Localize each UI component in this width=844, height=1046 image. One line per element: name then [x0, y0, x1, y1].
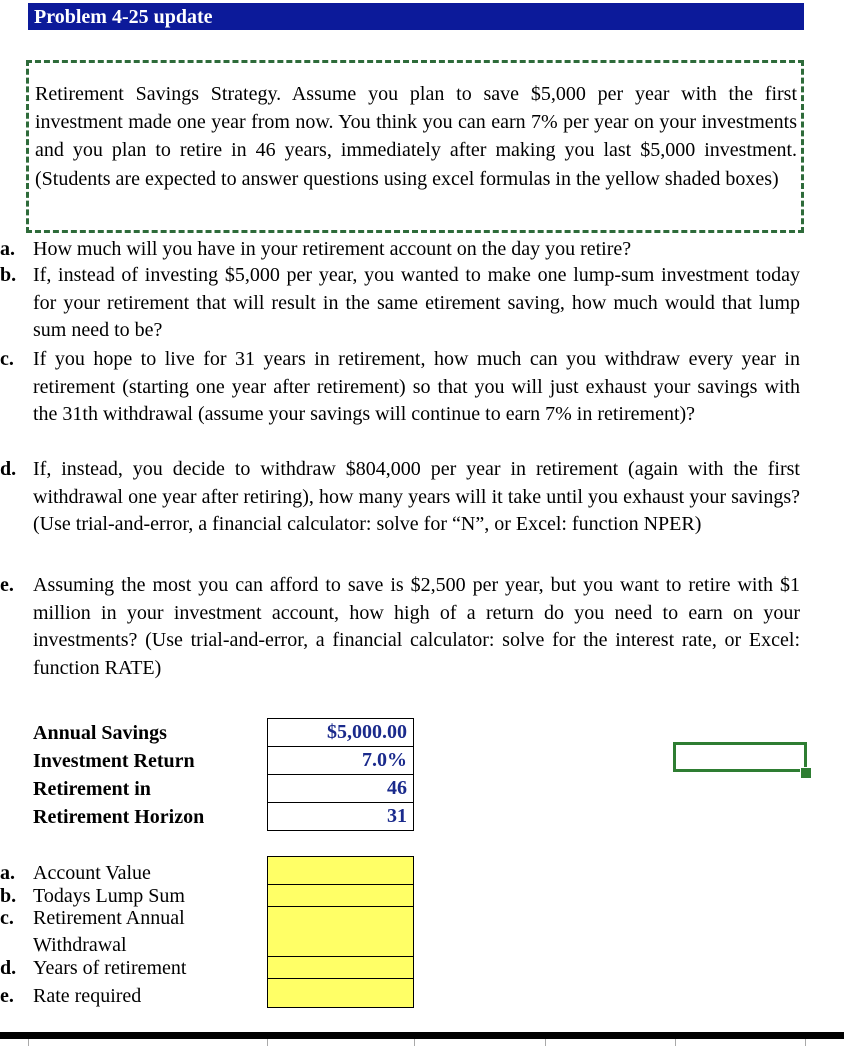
- answer-cell-rate-required[interactable]: [267, 978, 414, 1008]
- input-label-retirement-horizon: Retirement Horizon: [33, 806, 205, 828]
- input-cell-retirement-in[interactable]: 46: [267, 774, 414, 803]
- question-b: [0, 262, 810, 346]
- question-e: [0, 572, 810, 682]
- question-text: If, instead, you decide to withdraw $804,000 per year in retirement (again with the first withdrawal one year after retiring), how many years will it take until you exhaust your savings? (Use trial-and-error, a financial calculator: solve for “N”, or Excel: function NPER): [33, 458, 800, 535]
- output-label-rate-required: Rate required: [33, 985, 142, 1007]
- question-letter: b.: [0, 264, 17, 286]
- answer-cell-years-retirement[interactable]: [267, 956, 414, 980]
- question-letter: a.: [0, 238, 15, 260]
- output-label-annual-withdrawal-line2: Withdrawal: [33, 934, 127, 956]
- question-text: How much will you have in your retirement account on the day you retire?: [33, 238, 632, 260]
- output-label-lump-sum: Todays Lump Sum: [33, 885, 185, 907]
- column-gridline: [805, 1039, 806, 1046]
- answer-cell-account-value[interactable]: [267, 856, 414, 886]
- question-a: [0, 236, 810, 264]
- question-c: [0, 346, 810, 456]
- output-letter: c.: [0, 907, 14, 929]
- column-gridline: [267, 1039, 268, 1046]
- input-cell-retirement-horizon[interactable]: 31: [267, 802, 414, 831]
- input-cell-investment-return[interactable]: 7.0%: [267, 746, 414, 775]
- problem-statement: Retirement Savings Strategy. Assume you plan to save $5,000 per year with the first investment made one year from now. You think you can earn 7% per year on your investments and you plan to retire in 46 years, immediately after making you last $5,000 investment. (Students are expected to answer questions using excel formulas in the yellow shaded boxes): [26, 60, 804, 233]
- question-letter: d.: [0, 458, 17, 480]
- column-gridline: [545, 1039, 546, 1046]
- answer-cell-annual-withdrawal[interactable]: [267, 906, 414, 958]
- answer-cell-lump-sum[interactable]: [267, 884, 414, 908]
- output-label-account-value: Account Value: [33, 862, 151, 884]
- output-letter: b.: [0, 885, 17, 907]
- question-letter: c.: [0, 348, 14, 370]
- selected-cell[interactable]: [673, 742, 807, 772]
- output-label-annual-withdrawal: Retirement Annual: [33, 907, 185, 929]
- output-letter: d.: [0, 957, 17, 979]
- question-text: If you hope to live for 31 years in retirement, how much can you withdraw every year in retirement (starting one year after retirement) so that you will just exhaust your savings with the 31th withdrawal (assume your savings will continue to earn 7% in retirement)?: [33, 348, 800, 425]
- column-gridline: [675, 1039, 676, 1046]
- input-label-retirement-in: Retirement in: [33, 778, 151, 800]
- column-gridline: [28, 1039, 29, 1046]
- question-d: [0, 456, 810, 566]
- fill-handle[interactable]: [800, 767, 812, 779]
- question-letter: e.: [0, 574, 14, 596]
- problem-title: Problem 4-25 update: [28, 3, 804, 30]
- input-label-annual-savings: Annual Savings: [33, 722, 167, 744]
- input-cell-annual-savings[interactable]: $5,000.00: [267, 718, 414, 747]
- output-letter: a.: [0, 862, 15, 884]
- bottom-border: [0, 1032, 844, 1039]
- column-gridline: [414, 1039, 415, 1046]
- output-label-years-retirement: Years of retirement: [33, 957, 187, 979]
- output-letter: e.: [0, 985, 14, 1007]
- question-text: Assuming the most you can afford to save is $2,500 per year, but you want to retire with $1 million in your investment account, how high of a return do you need to earn on your investments? (Use trial-and-error, a financial calculator: solve for the interest rate, or Excel: function RATE): [33, 574, 800, 679]
- question-text: If, instead of investing $5,000 per year, you wanted to make one lump-sum investment today for your retirement that will result in the same etirement saving, how much would that lump sum need to be?: [33, 264, 800, 341]
- input-label-investment-return: Investment Return: [33, 750, 195, 772]
